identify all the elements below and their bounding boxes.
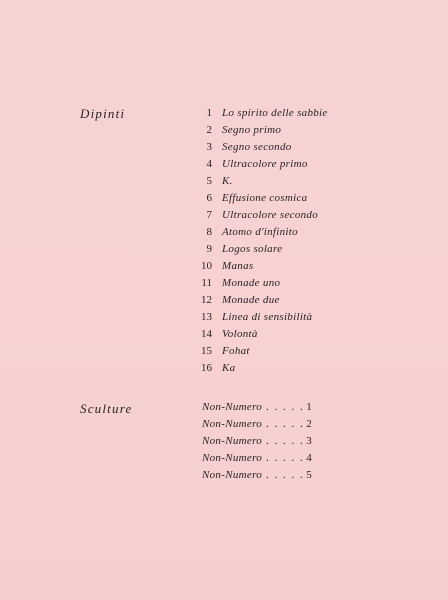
item-number: 7 — [206, 209, 212, 221]
item-title: Ultracolore secondo — [222, 209, 319, 221]
item-title: Non-Numero — [202, 469, 263, 481]
item-title: Linea di sensibilità — [222, 311, 313, 323]
item-number: 4 — [206, 158, 212, 170]
list-item — [192, 224, 328, 241]
list-item — [202, 450, 312, 467]
item-number: 4 — [306, 452, 312, 464]
item-number: 9 — [206, 243, 212, 255]
section-label-sculture: Sculture — [80, 401, 133, 416]
list-item — [192, 360, 328, 377]
list-item — [192, 309, 328, 326]
item-title: Non-Numero — [202, 435, 263, 447]
item-title: Non-Numero — [202, 401, 263, 413]
item-number: 13 — [201, 311, 212, 323]
list-item — [192, 122, 328, 139]
list-item — [192, 156, 328, 173]
dipinti-list — [192, 105, 328, 377]
list-item — [192, 241, 328, 258]
item-title: Segno primo — [222, 124, 282, 136]
item-title: Monade due — [222, 294, 280, 306]
item-title: Monade uno — [222, 277, 281, 289]
item-number: 1 — [306, 401, 312, 413]
item-title: Lo spirito delle sabbie — [222, 107, 328, 119]
item-number: 6 — [206, 192, 212, 204]
item-number: 8 — [206, 226, 212, 238]
item-number: 3 — [206, 141, 212, 153]
leader-dots: . . . . . — [266, 469, 305, 481]
item-number: 2 — [206, 124, 212, 136]
list-item — [192, 139, 328, 156]
list-item — [202, 416, 312, 433]
list-item — [192, 292, 328, 309]
item-number: 5 — [306, 469, 312, 481]
section-label-dipinti: Dipinti — [80, 106, 126, 121]
item-number: 15 — [201, 345, 212, 357]
item-number: 1 — [206, 107, 212, 119]
list-item — [202, 399, 312, 416]
item-title: Effusione cosmica — [222, 192, 308, 204]
item-title: Ka — [222, 362, 236, 374]
list-item — [202, 467, 312, 484]
list-item — [192, 275, 328, 292]
item-title: Atomo d'infinito — [222, 226, 298, 238]
item-title: Volontà — [222, 328, 258, 340]
list-item — [192, 207, 328, 224]
item-title: Logos solare — [222, 243, 283, 255]
item-number: 3 — [306, 435, 312, 447]
list-item — [192, 105, 328, 122]
list-item — [192, 326, 328, 343]
leader-dots: . . . . . — [266, 452, 305, 464]
item-title: Non-Numero — [202, 452, 263, 464]
list-item — [192, 258, 328, 275]
item-number: 10 — [201, 260, 212, 272]
list-item — [202, 433, 312, 450]
item-number: 5 — [206, 175, 212, 187]
list-item — [192, 173, 328, 190]
item-title: Segno secondo — [222, 141, 292, 153]
item-title: Non-Numero — [202, 418, 263, 430]
item-number: 11 — [201, 277, 212, 289]
item-title: K. — [222, 175, 233, 187]
item-number: 16 — [201, 362, 212, 374]
item-title: Fohat — [222, 345, 250, 357]
item-title: Ultracolore primo — [222, 158, 308, 170]
item-title: Manas — [222, 260, 254, 272]
leader-dots: . . . . . — [266, 435, 305, 447]
leader-dots: . . . . . — [266, 418, 305, 430]
leader-dots: . . . . . — [266, 401, 305, 413]
item-number: 12 — [201, 294, 212, 306]
item-number: 14 — [201, 328, 212, 340]
list-item — [192, 343, 328, 360]
sculture-list — [202, 399, 312, 484]
item-number: 2 — [306, 418, 312, 430]
list-item — [192, 190, 328, 207]
